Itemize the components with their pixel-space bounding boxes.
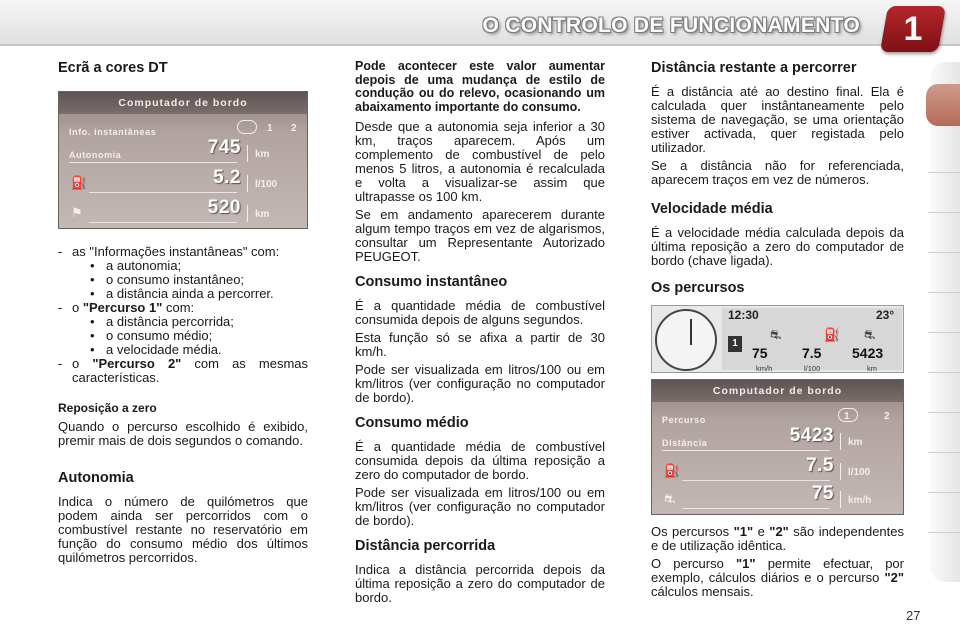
- chapter-tab-strip: [926, 62, 960, 582]
- finish-flag-icon: ⚑: [71, 205, 83, 220]
- dt-underline: [682, 480, 830, 481]
- content-list: [58, 245, 308, 385]
- column-middle: [355, 60, 605, 609]
- mono-unit: l/100: [804, 364, 821, 373]
- chapter-tab[interactable]: [928, 212, 960, 213]
- section-distance-travelled: [355, 538, 605, 605]
- sub-list-item: • o consumo instantâneo;: [90, 273, 308, 287]
- dt-tab-2: 2: [884, 411, 890, 422]
- list-bold: "Percurso 2": [92, 356, 182, 371]
- sub-list-item: • a distância ainda a percorrer.: [90, 287, 308, 301]
- paragraph: Indica a distância percorrida depois da última reposição a zero do computador de bordo.: [355, 562, 605, 605]
- bold-text: "1": [733, 524, 754, 539]
- section-instant-consumption: [355, 274, 605, 405]
- dt-selector-pill: [237, 120, 257, 134]
- chapter-tab-active[interactable]: [926, 84, 960, 126]
- text: permite efectuar, por exemplo, cálculos diários e o percurso: [651, 556, 904, 585]
- dt-info-label: Info. instantâneas: [69, 127, 157, 137]
- dt-underline: [662, 450, 830, 451]
- dt-underline: [89, 192, 237, 193]
- dt-title: Computador de bordo: [118, 97, 248, 109]
- dt-separator: [840, 463, 841, 480]
- fuel-pump-icon: ⛽: [71, 175, 88, 190]
- dt-info-row: [65, 119, 303, 141]
- list-dash: -: [58, 244, 63, 259]
- mono-value: 75: [752, 345, 768, 361]
- paragraph: Se a distância não for referenciada, aparecem traços em vez de números.: [651, 158, 904, 187]
- mono-clock: 12:30: [728, 308, 759, 322]
- dt-trip-display-image: [651, 379, 904, 515]
- fuel-pump-icon: ⛽: [824, 327, 841, 342]
- text: e: [753, 524, 770, 539]
- subheading-reset: Reposição a zero: [58, 401, 157, 415]
- bold-text: "2": [884, 570, 904, 585]
- dt-separator: [247, 145, 248, 162]
- paragraph: Se em andamento aparecerem durante algum tempo traços em vez de algarismos, consultar um Representante Autorizado PEUGEOT.: [355, 207, 605, 264]
- dt-row-label: Distância: [662, 438, 708, 448]
- chapter-number: 1: [903, 10, 923, 48]
- dial-needle: [690, 319, 692, 345]
- dt-row-distance: [658, 425, 896, 452]
- dt-trip-row: [658, 407, 896, 429]
- section-heading-distance: Distância percorrida: [355, 538, 496, 554]
- list-text: com as mesmas características.: [72, 356, 309, 385]
- list-text: com:: [162, 300, 195, 315]
- text: O percurso: [651, 556, 736, 571]
- paragraph: É a distância até ao destino final. Ela é calculada quer instântaneamente pelo sistema de navegação, se uma orientação estiver activada, quer registada pelo utilizador.: [651, 84, 904, 155]
- chapter-tab[interactable]: [928, 412, 960, 413]
- car-icon: ⛐: [770, 327, 782, 342]
- section-heading-trips: Os percursos: [651, 280, 745, 296]
- dt-tab-2: 2: [291, 123, 297, 134]
- dt-value: 75: [811, 483, 834, 504]
- section-average-speed: [651, 201, 904, 268]
- list-dash: -: [58, 300, 63, 315]
- dt-value: 745: [207, 137, 241, 158]
- dt-underline: [682, 508, 830, 509]
- chapter-tab[interactable]: [928, 372, 960, 373]
- dt-unit: km/h: [848, 495, 872, 506]
- list-text: o: [72, 356, 93, 371]
- header-rule: [0, 44, 960, 46]
- sub-list-item: • o consumo médio;: [90, 329, 308, 343]
- column-left: [58, 60, 308, 569]
- tab-rail: [930, 62, 960, 582]
- dt-row-autonomy: [65, 137, 303, 164]
- speedometer-dial-icon: [655, 309, 717, 371]
- column-right: [651, 60, 904, 603]
- dt-display-image: [58, 91, 308, 229]
- section-autonomy: [58, 470, 308, 565]
- paragraph: É a quantidade média de combustível consumida depois de alguns segundos.: [355, 298, 605, 327]
- list-item: [58, 301, 308, 357]
- dt-separator: [247, 175, 248, 192]
- mono-trip-index: 1: [728, 336, 742, 352]
- section-heading-dt: Ecrã a cores DT: [58, 60, 168, 76]
- section-heading-instant: Consumo instantâneo: [355, 274, 508, 290]
- page-header: [0, 0, 960, 58]
- car-icon: ⛐: [864, 327, 876, 342]
- mono-value: 7.5: [802, 345, 822, 361]
- dt-unit: l/100: [255, 179, 278, 190]
- chapter-tab[interactable]: [928, 172, 960, 173]
- dt-underline: [69, 162, 237, 163]
- section-trips: [651, 280, 904, 599]
- sub-list-item: • a autonomia;: [90, 259, 308, 273]
- list-text: as "Informações instantâneas" com:: [72, 244, 280, 259]
- car-icon: ⛐: [664, 491, 676, 506]
- paragraph: Pode ser visualizada em litros/100 ou em km/litros (ver configuração no computador de bordo).: [355, 362, 605, 405]
- paragraph: Esta função só se afixa a partir de 30 km/h.: [355, 330, 605, 359]
- chapter-title: O CONTROLO DE FUNCIONAMENTO: [482, 14, 860, 37]
- dt-value: 5.2: [213, 167, 241, 188]
- mono-unit: km: [867, 364, 877, 373]
- section-reset: [58, 401, 308, 448]
- dt-value: 7.5: [806, 455, 834, 476]
- dt-trip-label: Percurso: [662, 415, 706, 425]
- sub-list: [72, 259, 308, 301]
- dt-underline: [89, 222, 237, 223]
- mono-unit: km/h: [756, 364, 773, 373]
- paragraph: Pode ser visualizada em litros/100 ou em km/litros (ver configuração no computador de bordo).: [355, 485, 605, 528]
- dt-row-consumption: [658, 455, 896, 482]
- dt-row-distance: [65, 197, 303, 224]
- dt-value: 5423: [789, 425, 834, 446]
- chapter-tab[interactable]: [928, 332, 960, 333]
- chapter-tab[interactable]: [928, 292, 960, 293]
- dt-separator: [840, 433, 841, 450]
- section-average-consumption: [355, 415, 605, 528]
- dt-unit: km: [848, 437, 863, 448]
- paragraph: [651, 557, 904, 599]
- list-item: [58, 245, 308, 301]
- dt-separator: [840, 491, 841, 508]
- sub-list-item: • a velocidade média.: [90, 343, 308, 357]
- sub-list-item: • a distância percorrida;: [90, 315, 308, 329]
- fuel-pump-icon: ⛽: [664, 463, 681, 478]
- dt-unit: km: [255, 149, 270, 160]
- section-heading-autonomy: Autonomia: [58, 470, 134, 486]
- section-heading-remaining: Distância restante a percorrer: [651, 60, 857, 76]
- chapter-tab[interactable]: [928, 452, 960, 453]
- section-heading-average: Consumo médio: [355, 415, 469, 431]
- dt-row-consumption: [65, 167, 303, 194]
- mono-value: 5423: [852, 345, 884, 361]
- page-number: 27: [906, 608, 921, 623]
- lead-paragraph: Pode acontecer este valor aumentar depois de uma mudança de estilo de condução ou do relevo, ocasionando um abaixamento importante do consumo.: [355, 59, 605, 114]
- mono-display-image: [651, 305, 904, 373]
- dt-tab-1: 1: [267, 123, 273, 134]
- list-item: [58, 357, 308, 385]
- mono-temperature: 23°: [876, 308, 895, 322]
- section-heading-speed: Velocidade média: [651, 201, 773, 217]
- paragraph: É a velocidade média calculada depois da última reposição a zero do computador de bordo (chave ligada).: [651, 225, 904, 268]
- bold-text: "1": [735, 556, 756, 571]
- paragraph: Indica o número de quilómetros que podem ainda ser percorridos com o combustível restante no reservatório em função do consumo médio dos últimos quilómetros percorridos.: [58, 494, 308, 565]
- dt-unit: km: [255, 209, 270, 220]
- paragraph: Quando o percurso escolhido é exibido, premir mais de dois segundos o comando.: [58, 419, 308, 448]
- dt-title: Computador de bordo: [712, 385, 843, 397]
- text: Os percursos: [651, 524, 734, 539]
- paragraph: Desde que a autonomia seja inferior a 30 km, traços aparecem. Após um complemento de combustível de pelo menos 5 litros, a autonomia é recalculada e volta a visualizar-se assim que ultrapasse os 100 km.: [355, 119, 605, 204]
- paragraph: É a quantidade média de combustível consumida depois da última reposição a zero do computador de bordo.: [355, 439, 605, 482]
- dt-row-label: Autonomia: [69, 150, 122, 160]
- list-bold: "Percurso 1": [82, 300, 163, 315]
- list-text: o: [72, 300, 83, 315]
- chapter-tab[interactable]: [928, 492, 960, 493]
- dt-tab-1: 1: [844, 411, 850, 422]
- bold-text: "2": [769, 524, 789, 539]
- chapter-tab[interactable]: [928, 532, 960, 533]
- list-dash: -: [58, 356, 63, 371]
- dt-row-speed: [658, 483, 896, 510]
- chapter-tab[interactable]: [928, 252, 960, 253]
- dt-value: 520: [207, 197, 241, 218]
- text: são independentes e de utilização idêntica.: [651, 524, 904, 553]
- sub-list: [72, 315, 308, 357]
- text: cálculos mensais.: [651, 584, 754, 599]
- dt-separator: [247, 205, 248, 222]
- paragraph: [651, 525, 904, 553]
- dt-unit: l/100: [848, 467, 871, 478]
